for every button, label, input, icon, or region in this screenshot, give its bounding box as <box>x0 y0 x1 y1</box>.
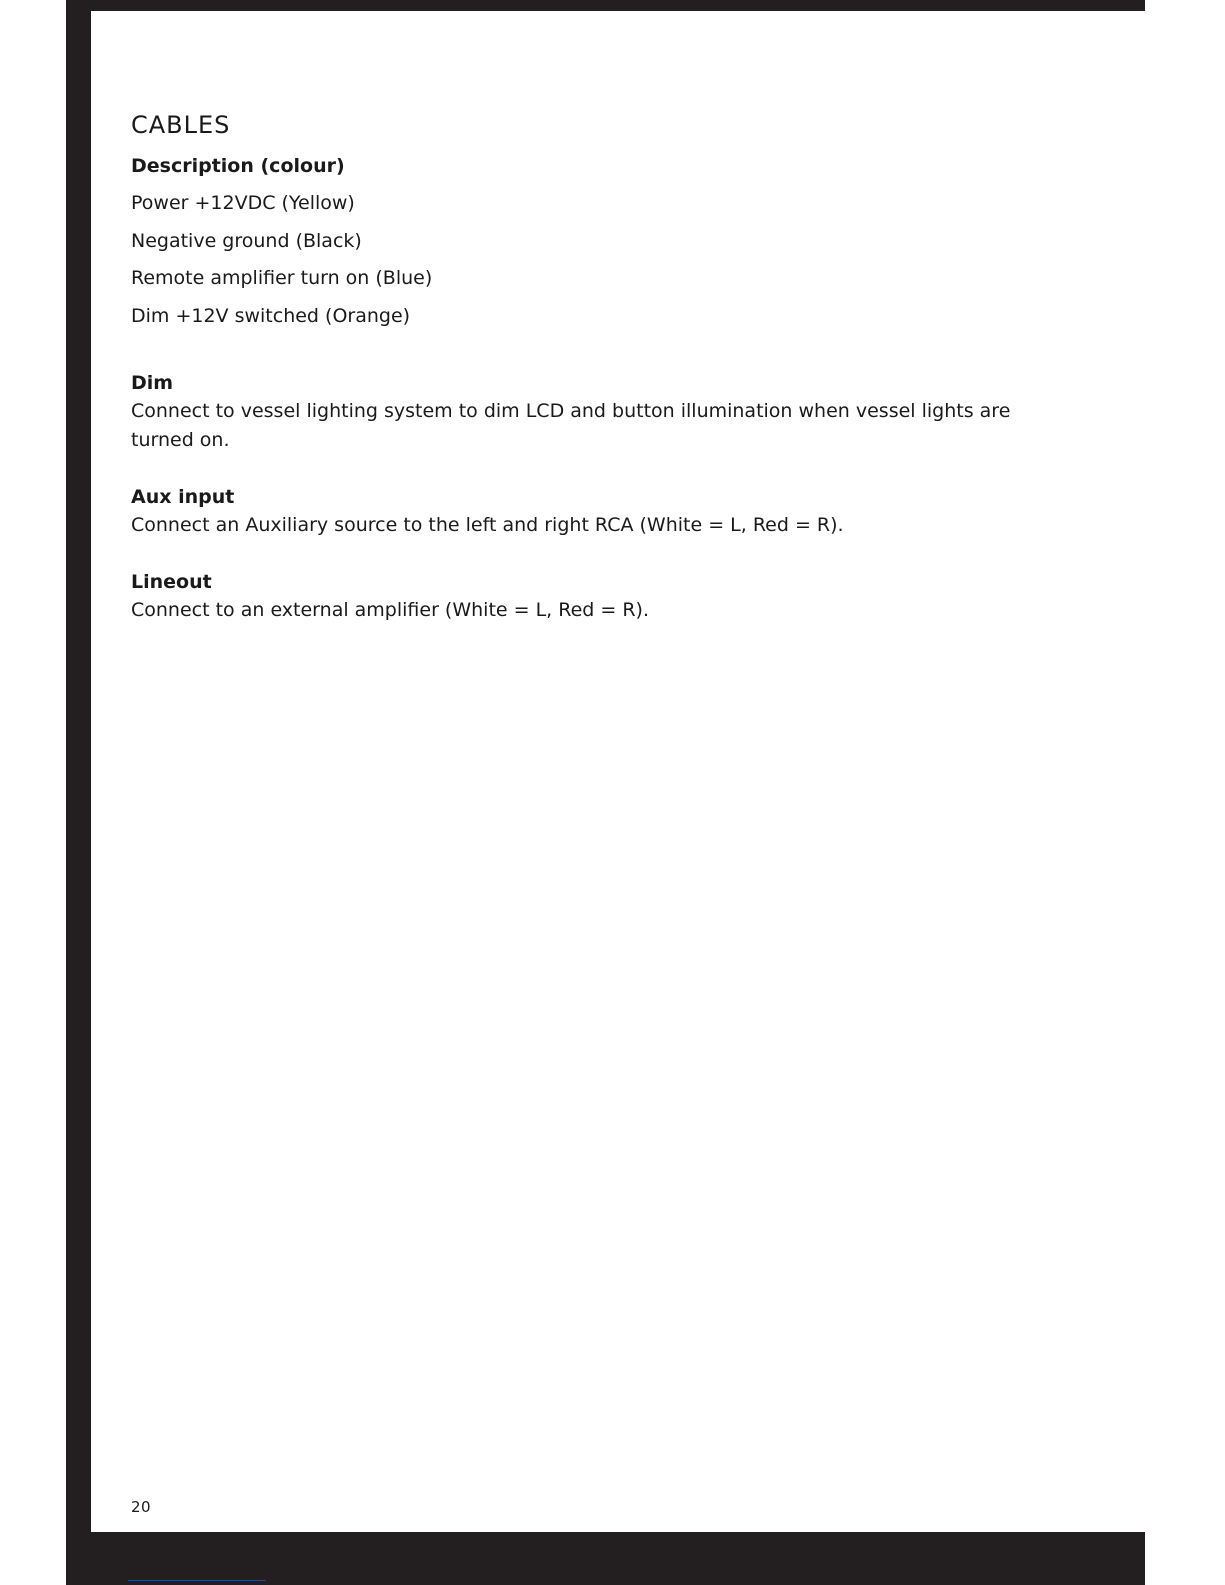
page-frame-bottom <box>66 1532 1145 1585</box>
section-dim-body: Connect to vessel lighting system to dim LCD and button illumination when vessel lights are turned on. <box>131 400 1011 451</box>
section-lineout-title: Lineout <box>131 571 212 593</box>
cable-item-power: Power +12VDC (Yellow) <box>131 192 355 214</box>
cable-item-ground: Negative ground (Black) <box>131 229 362 252</box>
section-dim <box>131 369 1091 455</box>
section-aux-input <box>131 483 1091 540</box>
section-lineout <box>131 568 1091 625</box>
page-frame-left <box>66 0 91 1585</box>
page-frame-top <box>66 0 1145 11</box>
cables-list-header: Description (colour) <box>131 155 345 177</box>
page-number: 20 <box>131 1498 152 1516</box>
section-dim-title: Dim <box>131 372 174 394</box>
section-lineout-body: Connect to an external amplifier (White = L, Red = R). <box>131 599 650 621</box>
page-content <box>131 108 1091 625</box>
section-aux-input-title: Aux input <box>131 486 235 508</box>
cables-list <box>131 185 1091 335</box>
bottom-hairline <box>128 1580 266 1581</box>
cable-item-remote: Remote amplifier turn on (Blue) <box>131 267 433 289</box>
section-aux-input-body: Connect an Auxiliary source to the left and right RCA (White = L, Red = R). <box>131 514 844 536</box>
cables-list-block <box>131 152 1091 335</box>
page-title: CABLES <box>131 111 231 139</box>
cable-item-dim: Dim +12V switched (Orange) <box>131 304 411 327</box>
